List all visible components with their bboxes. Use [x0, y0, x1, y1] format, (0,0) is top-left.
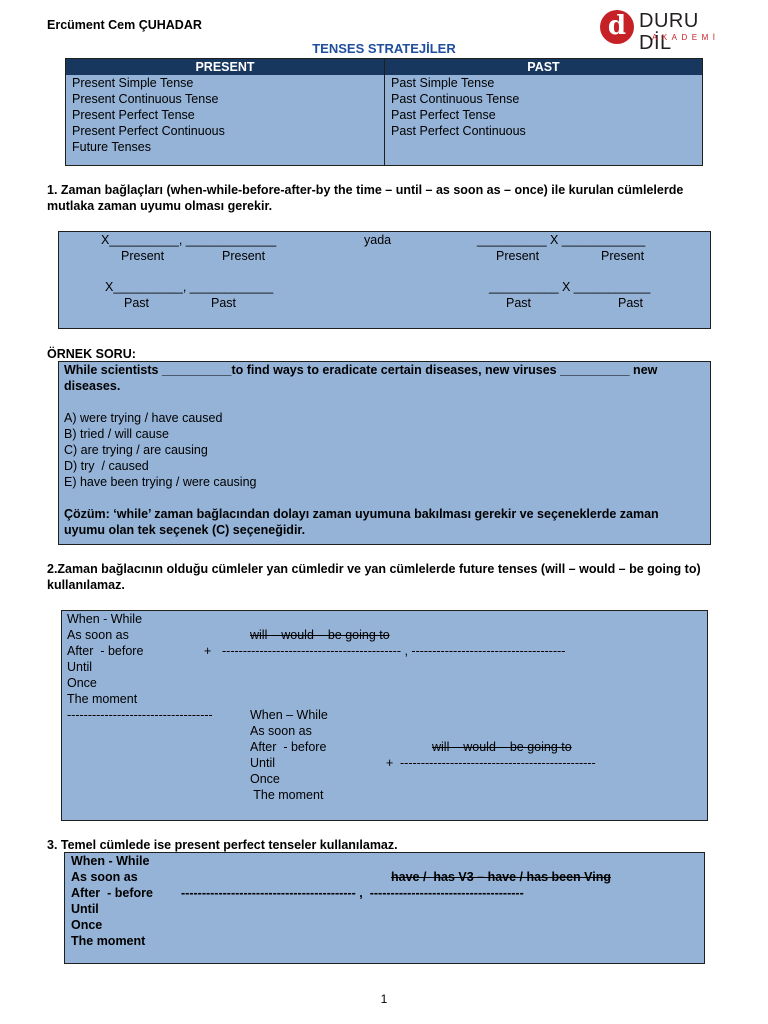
conjunction-item: The moment: [250, 788, 324, 802]
present-item: Present Perfect Tense: [72, 108, 195, 122]
conjunction-item: Once: [250, 772, 280, 786]
present-column: [66, 75, 384, 165]
solution-line2: uyumu olan tek seçenek (C) seçeneğidir.: [64, 523, 306, 537]
rule2-text-line1: 2.Zaman bağlacının olduğu cümleler yan cümledir ve yan cümlelerde future tenses (will – would – be going to): [47, 562, 701, 576]
dashes-line: -----------------------------------------------: [400, 756, 596, 770]
label-present: Present: [222, 249, 266, 263]
present-item: Present Perfect Continuous: [72, 124, 225, 138]
past-header: PAST: [385, 59, 702, 75]
plus-sign: +: [386, 756, 394, 770]
rule2-text-line2: kullanılamaz.: [47, 578, 125, 592]
rule1-text-line2: mutlaka zaman uyumu olması gerekir.: [47, 199, 273, 213]
rule3-text: 3. Temel cümlede ise present perfect tenseler kullanılamaz.: [47, 838, 398, 852]
conjunction-item: Until: [67, 660, 93, 674]
conjunction-item: The moment: [67, 692, 138, 706]
document-title: TENSES STRATEJİLER: [312, 41, 456, 56]
present-header: PRESENT: [66, 59, 384, 75]
conjunction-item: When - While: [67, 612, 143, 626]
solution-line1: Çözüm: ‘while’ zaman bağlacından dolayı zaman uyumuna bakılması gerekir ve seçeneklerde zaman: [64, 507, 659, 521]
label-present: Present: [496, 249, 540, 263]
conjunction-item: Once: [71, 918, 103, 932]
past-item: Past Perfect Tense: [391, 108, 496, 122]
conjunction-item: Once: [67, 676, 97, 690]
conjunction-item: The moment: [71, 934, 146, 948]
conjunction-item: Until: [250, 756, 276, 770]
page-number: 1: [380, 992, 388, 1006]
conjunction-item: After - before: [71, 886, 153, 900]
logo-letter: d: [607, 11, 627, 41]
conjunction-item: As soon as: [71, 870, 138, 884]
option-b: B) tried / will cause: [64, 427, 169, 441]
logo-mark-icon: [600, 10, 634, 44]
conjunction-item: As soon as: [67, 628, 129, 642]
logo-subtext: AKADEMİ: [652, 33, 720, 42]
label-present: Present: [121, 249, 165, 263]
rule1-text-line1: 1. Zaman bağlaçları (when-while-before-after-by the time – until – as soon as – once) ile kurulan cümlelerde: [47, 183, 684, 197]
question-line1: While scientists __________to find ways to eradicate certain diseases, new viruses __________ new: [64, 363, 658, 377]
rule3-box: [64, 852, 705, 964]
diagram-right-top: __________ X ____________: [477, 233, 646, 247]
option-e: E) have been trying / were causing: [64, 475, 257, 489]
dashes-line: ------------------------------------------ , -------------------------------------: [181, 886, 524, 900]
label-past: Past: [124, 296, 150, 310]
plus-sign: +: [204, 644, 212, 658]
question-line2: diseases.: [64, 379, 121, 393]
diagram-left-bottom: X__________, ____________: [105, 280, 274, 294]
logo-text: DURU DİL: [639, 10, 699, 54]
conjunction-item: As soon as: [250, 724, 312, 738]
conjunction-item: After - before: [67, 644, 144, 658]
conjunction-item: Until: [71, 902, 99, 916]
past-item: Past Continuous Tense: [391, 92, 520, 106]
label-past: Past: [506, 296, 532, 310]
present-item: Present Continuous Tense: [72, 92, 219, 106]
dashes-line: ------------------------------------------- , -------------------------------------: [222, 644, 566, 658]
option-a: A) were trying / have caused: [64, 411, 223, 425]
diagram-left-top: X__________, _____________: [101, 233, 277, 247]
past-column: [385, 75, 702, 165]
dashes-left: -----------------------------------: [67, 708, 213, 722]
present-item: Present Simple Tense: [72, 76, 194, 90]
struck-future-tenses: will – would – be going to: [250, 628, 390, 642]
tenses-table: [65, 58, 703, 166]
diagram-right-bottom: __________ X ___________: [489, 280, 651, 294]
past-item: Past Simple Tense: [391, 76, 495, 90]
option-d: D) try / caused: [64, 459, 149, 473]
example-heading: ÖRNEK SORU:: [47, 347, 136, 361]
label-present: Present: [601, 249, 645, 263]
rule1-diagram: [58, 231, 711, 329]
conjunction-item: When – While: [250, 708, 328, 722]
past-item: Past Perfect Continuous: [391, 124, 526, 138]
author-name: Ercüment Cem ÇUHADAR: [47, 18, 202, 32]
example-box: [58, 361, 711, 545]
label-past: Past: [211, 296, 237, 310]
present-item: Future Tenses: [72, 140, 151, 154]
rule2-box: [61, 610, 708, 821]
column-divider: [384, 59, 385, 165]
label-past: Past: [618, 296, 644, 310]
struck-future-tenses: will – would – be going to: [432, 740, 572, 754]
option-c: C) are trying / are causing: [64, 443, 208, 457]
struck-perfect-tenses: have / has V3 – have / has been Ving: [391, 870, 612, 884]
conjunction-item: When - While: [71, 854, 150, 868]
diagram-yada: yada: [364, 233, 392, 247]
conjunction-item: After - before: [250, 740, 327, 754]
